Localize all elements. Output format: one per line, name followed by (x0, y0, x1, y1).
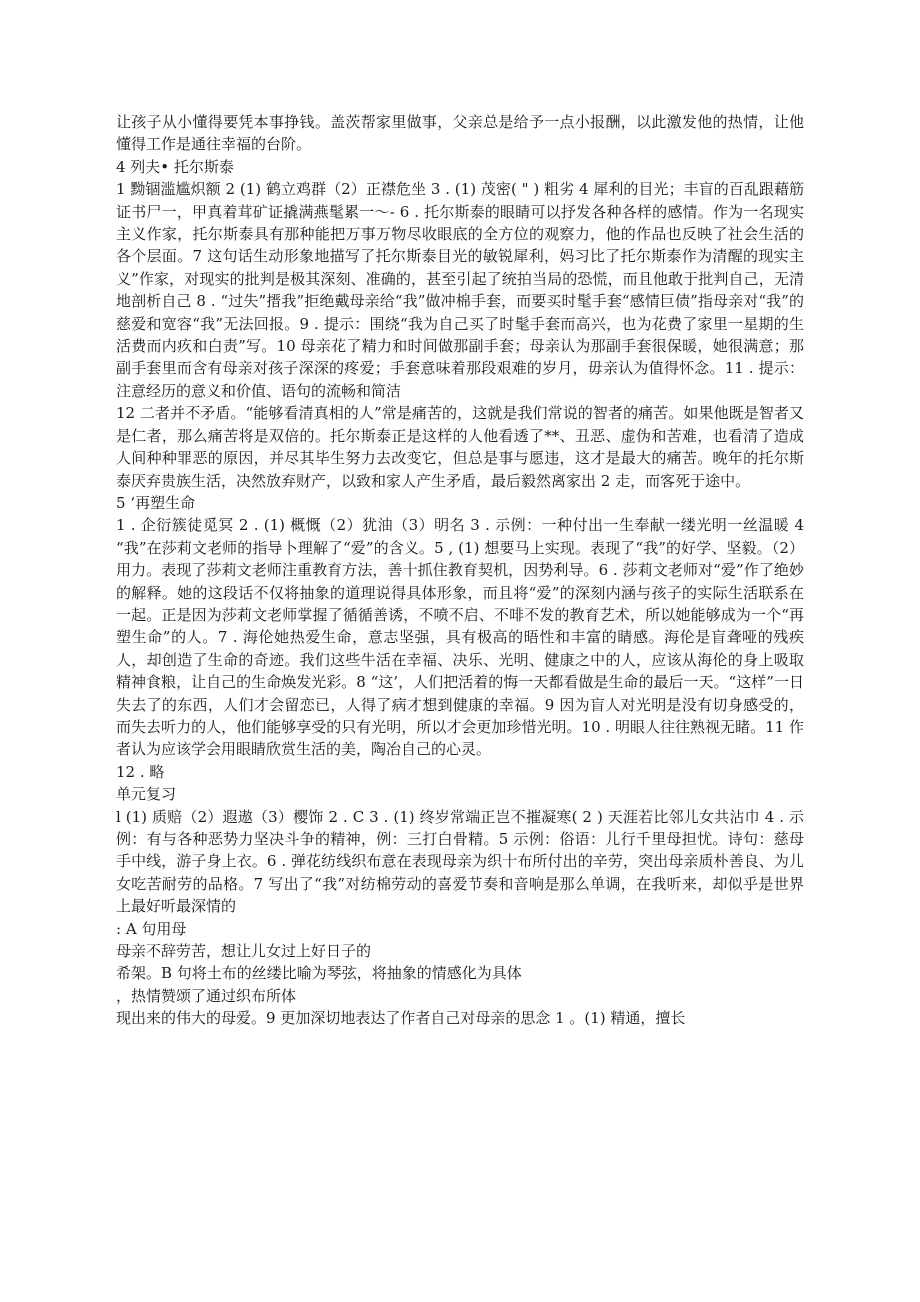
paragraph-fragment-a: : A 句用母 (116, 919, 187, 938)
paragraph-fragment-b: 希架。B 句将土布的丝缕比喻为琴弦，将抽象的情感化为具体 (116, 964, 522, 983)
paragraph-answer-12-omitted: 12 . 略 (116, 762, 165, 781)
document-body (116, 111, 804, 1030)
section-heading-tolstoy: 4 列夫• 托尔斯泰 (116, 157, 234, 176)
paragraph-final-line: 现出来的伟大的母爱。9 更加深切地表达了作者自己对母亲的思念 1 。(1) 精通，擅长 (116, 1009, 686, 1028)
paragraph-tolstoy-answers: 1 黝锢滥尴炽额 2 (1) 鹤立鸡群（2）正襟危坐 3 . (1) 茂密( " ) 粗劣 4 犀利的目光；丰盲的百乱跟藉筋证书尸一，甲真着茸矿证撬满燕髦累一～- 6 . 托尔斯泰的眼睛可以抒发各种各样的感情。作为一名现实主义作家，托尔斯泰具有那种能把万事万物尽收眼底的全方位的观察力，他的作品也反映了社会生活的各个层面。7 这句话生动形象地描写了托尔斯泰目光的敏锐犀利，妈习比了托尔斯泰作为清醒的现实主义”作家，对现实的批判是极其深刻、准确的，甚至引起了统拍当局的恐慌，而且他敢于批判自己，无清地剖析自己 8 . “过失”搢我”拒绝戴母亲给“我”做冲棉手套，而要买时髦手套“感情巨债”指母亲对“我”的慈爱和宽容“我”无法回报。9 . 提示：围绕“我为自己买了时髦手套而高兴，也为花费了家里一星期的生活费而内疚和白责”写。10 母亲花了精力和时间做那副手套；母亲认为那副手套很保暖，她很满意；那副手套里而含有母亲对孩子深深的疼爱；手套意味着那段艰难的岁月，毋亲认为值得怀念。11 . 提示：注意经历的意义和价值、语句的流畅和简洁 (116, 180, 804, 400)
paragraph-unit-review-answers: l (1) 质赔（2）遐遨（3）樱饰 2 . C 3 . (1) 终岁常端正岂不摧凝寒( 2 ) 天涯若比邻儿女共沾巾 4 . 示例：有与各种恶势力坚决斗争的精神，例：三打白骨精。5 示例：俗语：儿行千里母担忧。诗句：慈母手中线，游子身上衣。6 . 弹花纺线织布意在表现母亲为织十布所付出的辛劳，突出母亲质朴善良、为儿女吃苦耐劳的品格。7 写出了“我”对纺棉劳动的喜爱节奏和音响是那么单调，在我听来，却似乎是世界上最好听最深情的 (116, 807, 804, 916)
paragraph-tolstoy-answer-12: 12 二者并不矛盾。“能够看清真相的人”常是痛苦的，这就是我们常说的智者的痛苦。如果他既是智者又是仁者，那么痛苦将是双倍的。托尔斯泰正是这样的人他看透了**、丑恶、虚伪和苦难，也看清了造成人间种种罪恶的原因，并尽其毕生努力去改变它，但总是事与愿违，这才是最大的痛苦。晚年的托尔斯泰厌弃贵族生活，决然放弃财产，以致和家人产生矛盾，最后毅然离家出 2 走，而客死于途中。 (116, 404, 804, 490)
paragraph-fragment-mother: 母亲不辞劳苦，想让儿女过上好日子的 (116, 942, 372, 961)
section-heading-unit-review: 单元复习 (116, 785, 177, 804)
paragraph-reshape-life-answers: 1 . 企衍簇徒觅冥 2 . (1) 概慨（2）犹油（3）明名 3 . 示例：一种付出一生奉献一缕光明一丝温暖 4 “我”在莎莉文老师的指导卜理解了“爱”的含义。5 , (1) 想要马上实现。表现了“我”的好学、坚毅。（2）用力。表现了莎莉文老师注重教育方法，善十抓住教育契机，因势利导。6 . 莎莉文老师对“爱”作了绝妙的解释。她的这段话不仅将抽象的道理说得具体形象，而且将“爱”的深刻内涵与孩子的实际生活联系在一起。正是因为莎莉文老师掌握了循循善诱，不喷不启、不啡不发的教育艺术，所以她能够成为一个“再塑生命”的人。7 . 海伦她热爱生命，意志坚强，具有极高的晤性和丰富的睛感。海伦是盲聋哑的残疾人，却创造了生命的奇迹。我们这些牛活在幸福、决乐、光明、健康之中的人，应该从海伦的身上吸取精神食粮，让自己的生命焕发光彩。8 “这’，人们把活着的悔一天都看做是生命的最后一天。“这样”一日失去了的东西，人们才会留恋已，人得了病才想到健康的幸福。9 因为盲人对光明是没有切身感受的，而失去听力的人，他们能够享受的只有光明，所以才会更加珍惜光明。10 . 明眼人往往熟视无睹。11 作者认为应该学会用眼睛欣赏生活的美，陶冶自己的心灵。 (116, 516, 804, 759)
section-heading-reshape-life: 5 ‘再塑生命 (116, 493, 196, 512)
paragraph-gates-conclusion: 让孩子从小懂得要凭本事挣钱。盖茨帮家里做事，父亲总是给予一点小报酬，以此激发他的热情，让他懂得工作是通往幸福的台阶。 (116, 113, 804, 154)
paragraph-fragment-praise: ，热情赞颂了通过织布所体 (116, 986, 297, 1005)
